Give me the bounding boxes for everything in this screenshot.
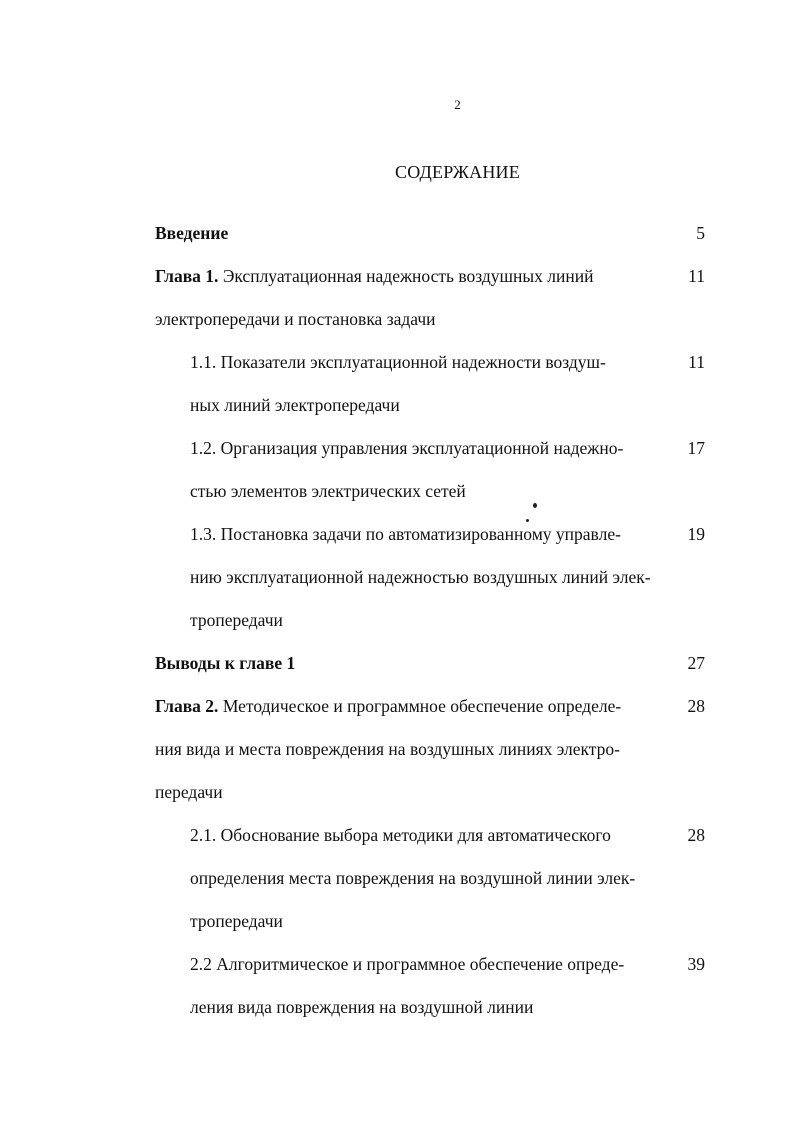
toc-entry-line: тропередачи xyxy=(190,610,283,630)
page-number: 2 xyxy=(454,97,461,112)
toc-entry-text xyxy=(155,642,661,685)
toc-entry-concl1 xyxy=(155,642,705,685)
toc-entry-line xyxy=(155,642,661,685)
toc-entry-line: электропередачи и постановка задачи xyxy=(155,309,436,329)
toc-entry-page: 28 xyxy=(687,825,705,845)
toc-entry-line: ния вида и места повреждения на воздушных линиях электро- xyxy=(155,739,620,759)
toc-entry-label: Глава 1. xyxy=(155,266,219,286)
toc-entry-text xyxy=(155,685,661,814)
toc-entry-line: Глава 1. Эксплуатационная надежность воздушных линий xyxy=(155,266,594,286)
toc-entry-text xyxy=(155,341,661,427)
toc-entry-line: 1.2. Организация управления эксплуатационной надежно- xyxy=(190,438,624,458)
toc-entry-text xyxy=(155,814,661,943)
toc-entry-line: 2.1. Обоснование выбора методики для автоматического xyxy=(190,825,611,845)
toc-entry-text xyxy=(155,943,661,1029)
toc-entry-label: Введение xyxy=(155,223,229,243)
toc-entry-intro xyxy=(155,212,705,255)
toc-entry-s2-2 xyxy=(155,943,705,1029)
toc-entry-page: 39 xyxy=(687,954,705,974)
toc-entry-line: ления вида повреждения на воздушной линии xyxy=(190,997,534,1017)
toc-entry-line: ных линий электропередачи xyxy=(190,395,400,415)
toc-entry-page: 5 xyxy=(696,223,705,243)
toc-entry-text xyxy=(155,427,661,513)
toc-entry-line: тропередачи xyxy=(190,911,283,931)
scan-speck xyxy=(533,503,537,508)
toc-entry-ch2 xyxy=(155,685,705,814)
table-of-contents xyxy=(155,212,705,1029)
toc-entry-line: 1.1. Показатели эксплуатационной надежности воздуш- xyxy=(190,352,606,372)
toc-entry-s2-1 xyxy=(155,814,705,943)
toc-entry-page: 28 xyxy=(687,696,705,716)
toc-entry-line: определения места повреждения на воздушной линии элек- xyxy=(190,868,636,888)
toc-entry-page: 27 xyxy=(687,653,705,673)
toc-entry-page: 11 xyxy=(688,266,705,286)
toc-entry-line: нию эксплуатационной надежностью воздушных линий элек- xyxy=(190,567,651,587)
toc-entry-s1-1 xyxy=(155,341,705,427)
toc-entry-label: Глава 2. xyxy=(155,696,219,716)
toc-entry-text xyxy=(155,255,661,341)
toc-entry-ch1 xyxy=(155,255,705,341)
toc-entry-page: 19 xyxy=(687,524,705,544)
toc-entry-s1-3 xyxy=(155,513,705,642)
toc-entry-line xyxy=(155,212,661,255)
toc-entry-text xyxy=(155,212,661,255)
toc-entry-page: 17 xyxy=(687,438,705,458)
page-title: СОДЕРЖАНИЕ xyxy=(395,162,520,182)
toc-entry-s1-2 xyxy=(155,427,705,513)
toc-entry-line: передачи xyxy=(155,782,223,802)
toc-entry-line: стью элементов электрических сетей xyxy=(190,481,466,501)
toc-entry-line: Глава 2. Методическое и программное обеспечение определе- xyxy=(155,696,622,716)
toc-entry-line: 2.2 Алгоритмическое и программное обеспечение опреде- xyxy=(190,954,625,974)
toc-entry-text xyxy=(155,513,661,642)
toc-entry-line: 1.3. Постановка задачи по автоматизированному управле- xyxy=(190,524,621,544)
toc-entry-page: 11 xyxy=(688,352,705,372)
toc-entry-label: Выводы к главе 1 xyxy=(155,653,296,673)
scan-speck xyxy=(526,519,529,522)
